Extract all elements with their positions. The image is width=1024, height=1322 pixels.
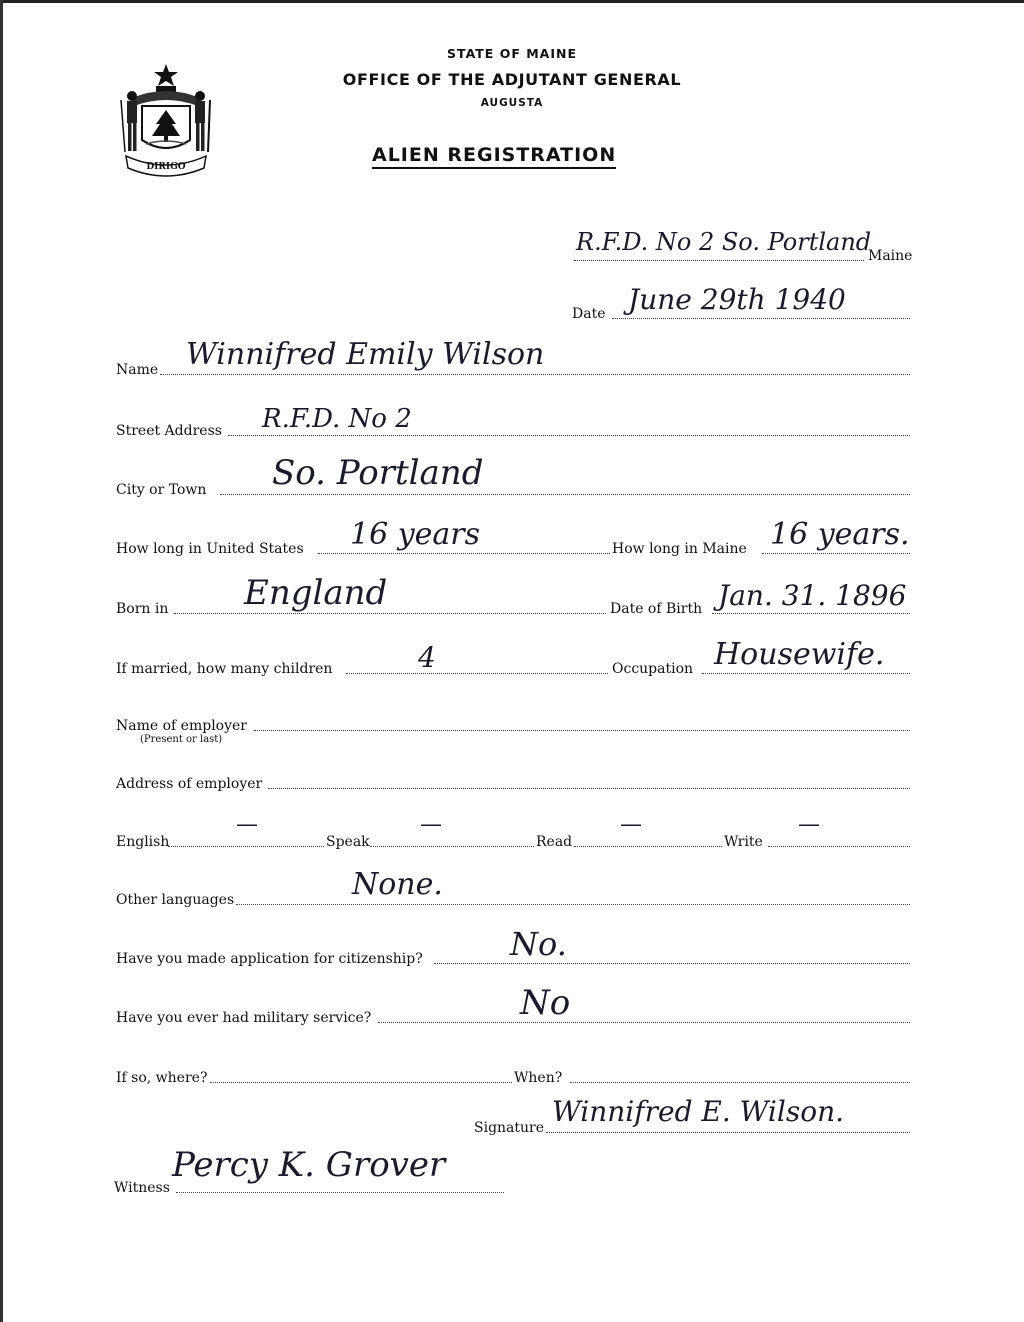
street-value: R.F.D. No 2: [262, 404, 412, 434]
english-value: —: [236, 812, 258, 837]
when-label: When?: [514, 1070, 563, 1086]
name-value: Winnifred Emily Wilson: [186, 337, 545, 372]
date-label: Date: [572, 306, 606, 322]
children-value: 4: [418, 641, 436, 674]
employer-address-label: Address of employer: [116, 776, 263, 792]
form-title: ALIEN REGISTRATION: [372, 144, 616, 169]
employer-name-sublabel: (Present or last): [140, 734, 223, 745]
witness-label: Witness: [114, 1180, 170, 1196]
scan-edge-top: [0, 0, 1024, 3]
read-value: —: [620, 812, 642, 837]
witness-value: Percy K. Grover: [172, 1145, 446, 1185]
city-line: [220, 494, 910, 495]
date-of-birth-line: [712, 613, 910, 614]
how-long-us-line: [318, 553, 610, 554]
date-value: June 29th 1940: [628, 283, 846, 316]
date-of-birth-label: Date of Birth: [610, 601, 703, 617]
military-value: No: [520, 983, 571, 1023]
when-line: [570, 1082, 910, 1083]
born-in-label: Born in: [116, 601, 169, 617]
occupation-value: Housewife.: [714, 637, 885, 672]
employer-name-line: [254, 730, 910, 731]
where-line: [210, 1082, 512, 1083]
employer-address-line: [268, 788, 910, 789]
children-label: If married, how many children: [116, 661, 333, 677]
write-line: [768, 846, 910, 847]
witness-line: [176, 1192, 504, 1193]
street-label: Street Address: [116, 423, 222, 439]
how-long-maine-line: [762, 553, 910, 554]
english-line: [168, 846, 324, 847]
born-in-line: [174, 613, 606, 614]
how-long-us-value: 16 years: [350, 517, 481, 552]
city-value: So. Portland: [272, 453, 484, 493]
date-line: [612, 318, 910, 319]
signature-value: Winnifred E. Wilson.: [552, 1095, 845, 1128]
place-value: R.F.D. No 2 So. Portland: [576, 228, 872, 256]
scan-edge-left: [0, 0, 3, 1322]
signature-line: [546, 1132, 910, 1133]
where-label: If so, where?: [116, 1070, 208, 1086]
other-languages-line: [236, 904, 910, 905]
how-long-maine-label: How long in Maine: [612, 541, 747, 557]
state-heading: STATE OF MAINE: [447, 46, 577, 61]
place-suffix-label: Maine: [868, 248, 913, 264]
place-line: [574, 260, 864, 261]
citizenship-label: Have you made application for citizenship?: [116, 951, 423, 967]
citizenship-value: No.: [510, 925, 567, 963]
city-heading: AUGUSTA: [480, 97, 544, 109]
employer-name-label: Name of employer: [116, 718, 247, 734]
occupation-label: Occupation: [612, 661, 694, 677]
seal-motto: DIRIGO: [146, 162, 186, 172]
write-label: Write: [724, 834, 763, 850]
other-languages-value: None.: [352, 867, 443, 902]
signature-label: Signature: [474, 1120, 545, 1136]
city-label: City or Town: [116, 482, 207, 498]
other-languages-label: Other languages: [116, 892, 235, 908]
office-heading: OFFICE OF THE ADJUTANT GENERAL: [342, 70, 682, 89]
name-label: Name: [116, 362, 159, 378]
english-label: English: [116, 834, 170, 850]
street-line: [228, 435, 910, 436]
occupation-line: [702, 673, 910, 674]
date-of-birth-value: Jan. 31. 1896: [718, 579, 907, 612]
how-long-maine-value: 16 years.: [770, 517, 910, 552]
military-line: [378, 1022, 910, 1023]
read-label: Read: [536, 834, 573, 850]
born-in-value: England: [244, 573, 388, 613]
citizenship-line: [434, 963, 910, 964]
how-long-us-label: How long in United States: [116, 541, 304, 557]
speak-line: [370, 846, 534, 847]
speak-label: Speak: [326, 834, 370, 850]
name-line: [160, 374, 910, 375]
write-value: —: [798, 812, 820, 837]
read-line: [574, 846, 722, 847]
children-line: [346, 673, 608, 674]
speak-value: —: [420, 812, 442, 837]
military-label: Have you ever had military service?: [116, 1010, 372, 1026]
